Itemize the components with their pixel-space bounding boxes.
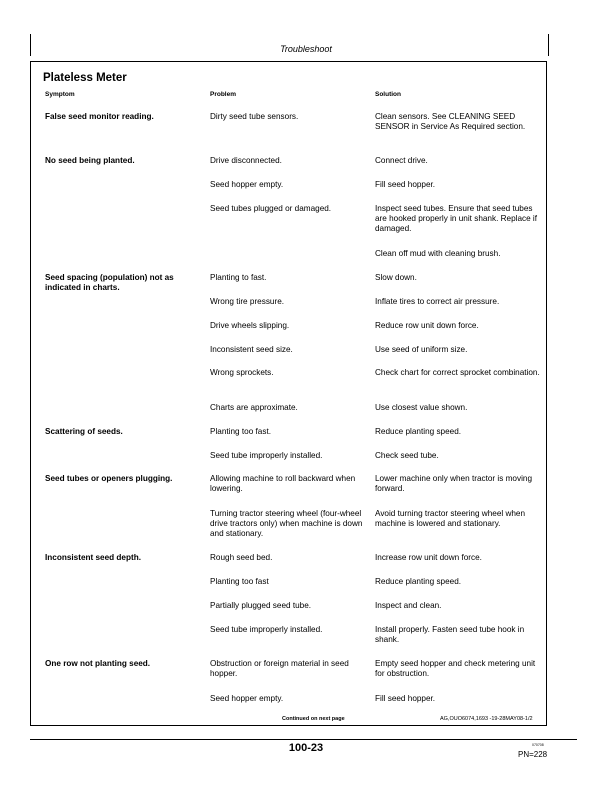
problem-cell: Seed hopper empty. (210, 180, 284, 189)
problem-cell: Inconsistent seed size. (210, 345, 293, 354)
solution-cell: Use seed of uniform size. (375, 345, 468, 354)
solution-cell: Reduce planting speed. (375, 427, 462, 436)
solution-cell: Connect drive. (375, 156, 428, 165)
problem-cell: Rough seed bed. (210, 553, 273, 562)
problem-cell: Wrong sprockets. (210, 368, 274, 377)
problem-cell: Planting too fast (210, 577, 269, 586)
problem-cell: Planting too fast. (210, 427, 271, 436)
section-title: Plateless Meter (43, 72, 127, 84)
solution-cell: Inflate tires to correct air pressure. (375, 297, 500, 306)
problem-cell: Turning tractor steering wheel (four-wheel drive tractors only) when machine is down and stationary. (210, 509, 363, 538)
solution-cell: Avoid turning tractor steering wheel when machine is lowered and stationary. (375, 509, 526, 528)
solution-cell: Check seed tube. (375, 451, 439, 460)
date-code: 070708 (532, 743, 544, 747)
solution-cell: Inspect seed tubes. Ensure that seed tubes are hooked properly in unit shank. Replace if damaged. (375, 204, 538, 233)
symptom-cell: No seed being planted. (45, 156, 135, 165)
solution-cell: Install properly. Fasten seed tube hook in shank. (375, 625, 525, 644)
solution-cell: Inspect and clean. (375, 601, 442, 610)
page-number: 100-23 (288, 742, 324, 754)
symptom-cell: False seed monitor reading. (45, 112, 154, 121)
symptom-cell: One row not planting seed. (45, 659, 151, 668)
solution-cell: Empty seed hopper and check metering unit for obstruction. (375, 659, 536, 678)
solution-cell: Clean off mud with cleaning brush. (375, 249, 501, 258)
problem-cell: Drive disconnected. (210, 156, 282, 165)
solution-cell: Reduce row unit down force. (375, 321, 479, 330)
solution-cell: Fill seed hopper. (375, 180, 436, 189)
problem-cell: Dirty seed tube sensors. (210, 112, 299, 121)
footer-divider (30, 739, 577, 740)
pn-number: PN=228 (518, 750, 548, 759)
symptom-cell: Scattering of seeds. (45, 427, 123, 436)
problem-cell: Allowing machine to roll backward when lowering. (210, 474, 356, 493)
solution-cell: Slow down. (375, 273, 417, 282)
continued-note: Continued on next page (282, 716, 345, 722)
problem-cell: Seed tube improperly installed. (210, 625, 323, 634)
problem-cell: Planting to fast. (210, 273, 267, 282)
problem-cell: Partially plugged seed tube. (210, 601, 312, 610)
symptom-column-header: Symptom (45, 91, 75, 98)
symptom-cell: Inconsistent seed depth. (45, 553, 141, 562)
problem-cell: Seed hopper empty. (210, 694, 284, 703)
reference-code: AG,OUO6074,1693 -19-28MAY08-1/2 (440, 716, 533, 722)
problem-cell: Drive wheels slipping. (210, 321, 290, 330)
solution-column-header: Solution (375, 91, 401, 98)
problem-cell: Seed tubes plugged or damaged. (210, 204, 332, 213)
solution-cell: Use closest value shown. (375, 403, 468, 412)
solution-cell: Reduce planting speed. (375, 577, 462, 586)
symptom-cell: Seed spacing (population) not as indicated in charts. (45, 273, 174, 292)
problem-column-header: Problem (210, 91, 237, 98)
header-title: Troubleshoot (280, 44, 332, 54)
solution-cell: Increase row unit down force. (375, 553, 482, 562)
problem-cell: Charts are approximate. (210, 403, 298, 412)
solution-cell: Check chart for correct sprocket combination. (375, 368, 540, 377)
solution-cell: Lower machine only when tractor is moving forward. (375, 474, 532, 493)
symptom-cell: Seed tubes or openers plugging. (45, 474, 173, 483)
solution-cell: Clean sensors. See CLEANING SEED SENSOR in Service As Required section. (375, 112, 526, 131)
problem-cell: Wrong tire pressure. (210, 297, 285, 306)
solution-cell: Fill seed hopper. (375, 694, 436, 703)
problem-cell: Obstruction or foreign material in seed hopper. (210, 659, 349, 678)
problem-cell: Seed tube improperly installed. (210, 451, 323, 460)
